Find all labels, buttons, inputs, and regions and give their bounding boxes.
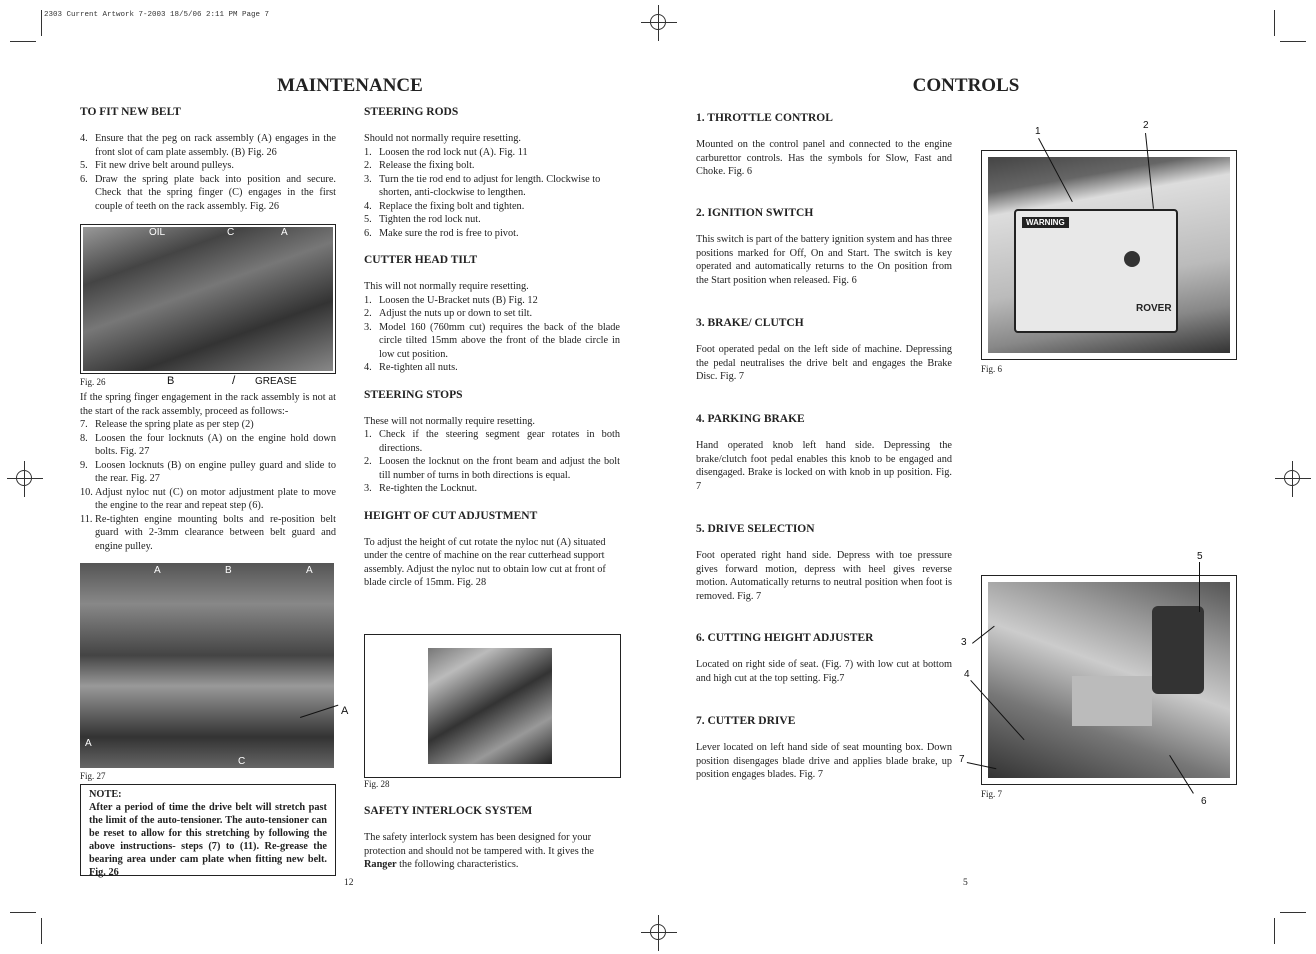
crop-mark (1274, 918, 1275, 944)
section-body: Hand operated knob left hand side. Depressing the brake/clutch foot pedal enables this knob to be engaged and disengaged. Brake is locked on with knob in up position. Fig. 7 (696, 440, 952, 492)
figure-label: GREASE (255, 376, 297, 387)
figure-26 (80, 224, 336, 374)
figure-28 (364, 634, 621, 778)
figure-label: 7 (959, 754, 965, 765)
section-body: Foot operated right hand side. Depress with toe pressure gives forward motion, depress with heel gives reverse motion. Automatically returns to neutral position when foot is removed. Fig. 7 (696, 550, 952, 602)
procedure-intro: If the spring finger engagement in the rack assembly is not at the start of the rack assembly, proceed as follows:- (80, 392, 336, 417)
list-item: 1. Loosen the U-Bracket nuts (B) Fig. 12 (364, 294, 538, 306)
list-item: 3. Model 160 (760mm cut) requires the back of the blade circle tilted 15mm above the front of the blade circle in low cut position. (364, 321, 620, 360)
crop-mark (41, 10, 42, 36)
list-item: 6. Make sure the rod is free to pivot. (364, 227, 519, 239)
control-section (696, 413, 952, 523)
list-item: 3. Re-tighten the Locknut. (364, 483, 478, 494)
crop-mark (41, 918, 42, 944)
control-section (696, 317, 952, 413)
crop-mark (10, 912, 36, 913)
section-heading: STEERING STOPS (364, 388, 463, 401)
list-item: 4. Re-tighten all nuts. (364, 362, 458, 373)
figure-label: 6 (1201, 796, 1207, 807)
height-cut-body: To adjust the height of cut rotate the nyloc nut (A) situated under the centre of machine on the rear cutterhead support assembly. Adjust the nyloc nut to obtain low cut at front of blade circle of 15mm. Fig. 28 (364, 536, 606, 588)
list-item: 4. Ensure that the peg on rack assembly (A) engages in the front slot of cam plate assembly. (B) Fig. 26 (80, 133, 336, 158)
figure-27-caption: Fig. 27 (80, 771, 106, 781)
brand-name: Ranger (364, 859, 397, 870)
figure-label: C (238, 756, 246, 767)
page-number: 12 (344, 878, 354, 888)
cutter-tilt-steps (364, 294, 620, 375)
control-section (696, 523, 952, 632)
figure-6 (981, 150, 1237, 360)
section-body: This switch is part of the battery ignition system and has three positions marked for Off, On and Start. The switch is key operated and automatically returns to the On position from the Start position when released. Fig. 6 (696, 234, 952, 286)
control-panel (1014, 209, 1178, 333)
section-heading: HEIGHT OF CUT ADJUSTMENT (364, 509, 538, 522)
figure-label: A (306, 565, 313, 576)
control-section (696, 632, 952, 715)
section-heading: TO FIT NEW BELT (80, 106, 181, 118)
figure-label: 5 (1197, 551, 1203, 562)
procedure-steps (80, 418, 336, 553)
section-heading: CUTTER HEAD TILT (364, 254, 478, 266)
figure-label: A (154, 565, 161, 576)
note-body: After a period of time the drive belt will stretch past the limit of the auto-tensioner. The auto-tensioner can be reset to allow for this stretching by following the above instructions- steps (7) to (11). Re-grease the bearing area under cam plate when fitting new belt. Fig. 26 (89, 802, 327, 878)
registration-mark-icon (16, 470, 32, 486)
section-heading: 4. PARKING BRAKE (696, 413, 805, 425)
control-section (696, 112, 952, 207)
control-section (696, 207, 952, 317)
page-title-maintenance: MAINTENANCE (277, 75, 423, 96)
list-item: 4. Replace the fixing bolt and tighten. (364, 200, 525, 212)
list-item: 7. Release the spring plate as per step (2) (80, 419, 254, 430)
brand-logo: ROVER (1136, 303, 1172, 314)
figure-label: 1 (1035, 126, 1041, 137)
registration-mark-icon (1284, 470, 1300, 486)
figure-label: 2 (1143, 120, 1149, 131)
list-item: 8. Loosen the four locknuts (A) on the engine hold down bolts. Fig. 27 (80, 432, 336, 457)
figure-label: A (341, 705, 349, 717)
section-heading: SAFETY INTERLOCK SYSTEM (364, 805, 533, 817)
figure-27-photo (80, 563, 334, 768)
section-heading: 5. DRIVE SELECTION (696, 523, 815, 535)
figure-27 (80, 563, 334, 768)
figure-label: B (225, 565, 232, 576)
print-slug: 2303 Current Artwork 7-2003 18/5/06 2:11 PM Page 7 (44, 11, 270, 19)
figure-label: 3 (961, 637, 967, 648)
crop-mark (1280, 912, 1306, 913)
section-intro: Should not normally require resetting. (364, 133, 521, 144)
section-heading: STEERING RODS (364, 106, 459, 118)
section-heading: 6. CUTTING HEIGHT ADJUSTER (696, 632, 874, 644)
note-box (80, 784, 336, 876)
page-title-controls: CONTROLS (912, 75, 1020, 96)
section-body: Mounted on the control panel and connected to the engine carburettor controls. Has the symbols for Slow, Fast and Choke. Fig. 6 (696, 139, 952, 177)
fit-belt-steps (80, 132, 336, 213)
section-heading: 2. IGNITION SWITCH (696, 207, 814, 219)
figure-label: A (85, 738, 92, 749)
section-body: Foot operated pedal on the left side of machine. Depressing the pedal neutralises the drive belt and engages the Brake Disc. Fig. 7 (696, 344, 952, 382)
section-heading: 7. CUTTER DRIVE (696, 715, 796, 727)
section-body: Located on right side of seat. (Fig. 7) with low cut at bottom and high cut at the top setting. Fig.7 (696, 659, 952, 684)
figure-28-caption: Fig. 28 (364, 779, 390, 789)
list-item: 1. Loosen the rod lock nut (A). Fig. 11 (364, 146, 528, 158)
maintenance-column-2 (364, 106, 620, 590)
figure-label: 4 (964, 669, 970, 680)
list-item: 5. Tighten the rod lock nut. (364, 214, 481, 225)
figure-label: A (281, 227, 288, 238)
list-item: 6. Draw the spring plate back into position and secure. Check that the spring finger (C) engages in the first couple of teeth on the rack assembly. Fig. 26 (80, 173, 336, 212)
figure-label: / (232, 373, 236, 387)
crop-mark (1274, 10, 1275, 36)
list-item: 1. Check if the steering segment gear rotates in both directions. (364, 429, 620, 454)
leader-line (1199, 562, 1200, 612)
list-item: 9. Loosen locknuts (B) on engine pulley guard and slide to the rear. Fig. 27 (80, 459, 336, 484)
figure-label: OIL (149, 227, 166, 238)
figure-label: C (227, 227, 235, 238)
drive-pedal (1152, 606, 1204, 694)
decal-plate (1072, 676, 1152, 726)
section-body: Lever located on left hand side of seat mounting box. Down position disengages blade drive and applies blade brake, up position engages blades. Fig. 7 (696, 742, 952, 780)
safety-interlock (364, 805, 620, 872)
list-item: 3. Turn the tie rod end to adjust for length. Clockwise to shorten, anti-clockwise to lengthen. (364, 173, 601, 198)
ignition-key-icon (1124, 251, 1140, 267)
section-heading: 1. THROTTLE CONTROL (696, 112, 833, 124)
controls-column (696, 112, 952, 782)
page-number: 5 (963, 878, 968, 888)
figure-26-caption: Fig. 26 (80, 377, 106, 387)
list-item: 2. Loosen the locknut on the front beam and adjust the bolt till number of turns in both directions is equal. (364, 456, 620, 481)
section-intro: This will not normally require resetting. (364, 281, 529, 292)
figure-28-photo (428, 648, 552, 764)
figure-26-photo (83, 227, 333, 371)
registration-mark-icon (650, 924, 666, 940)
control-section (696, 715, 952, 782)
steering-stops-steps (364, 428, 620, 496)
list-item: 5. Fit new drive belt around pulleys. (80, 160, 234, 171)
list-item: 10. Adjust nyloc nut (C) on motor adjustment plate to move the engine to the rear and repeat step (6). (80, 486, 336, 511)
section-intro: These will not normally require resetting. (364, 415, 535, 427)
list-item: 11. Re-tighten engine mounting bolts and re-position belt guard with 2-3mm clearance between belt guard and engine pulley. (80, 513, 336, 552)
steering-rods-steps (364, 146, 620, 241)
list-item: 2. Adjust the nuts up or down to set tilt. (364, 308, 533, 319)
note-title: NOTE: (89, 789, 122, 800)
fit-belt-column (80, 106, 336, 213)
figure-7-caption: Fig. 7 (981, 789, 1003, 799)
rack-procedure (80, 391, 336, 553)
list-item: 2. Release the fixing bolt. (364, 160, 475, 171)
crop-mark (10, 41, 36, 42)
figure-label: B (167, 375, 175, 387)
crop-mark (1280, 41, 1306, 42)
registration-mark-icon (650, 14, 666, 30)
warning-label: WARNING (1022, 217, 1069, 228)
section-heading: 3. BRAKE/ CLUTCH (696, 317, 804, 329)
figure-6-caption: Fig. 6 (981, 364, 1003, 374)
safety-body: The safety interlock system has been designed for your protection and should not be tampered with. It gives the Ranger the following characteristics. (364, 832, 594, 870)
